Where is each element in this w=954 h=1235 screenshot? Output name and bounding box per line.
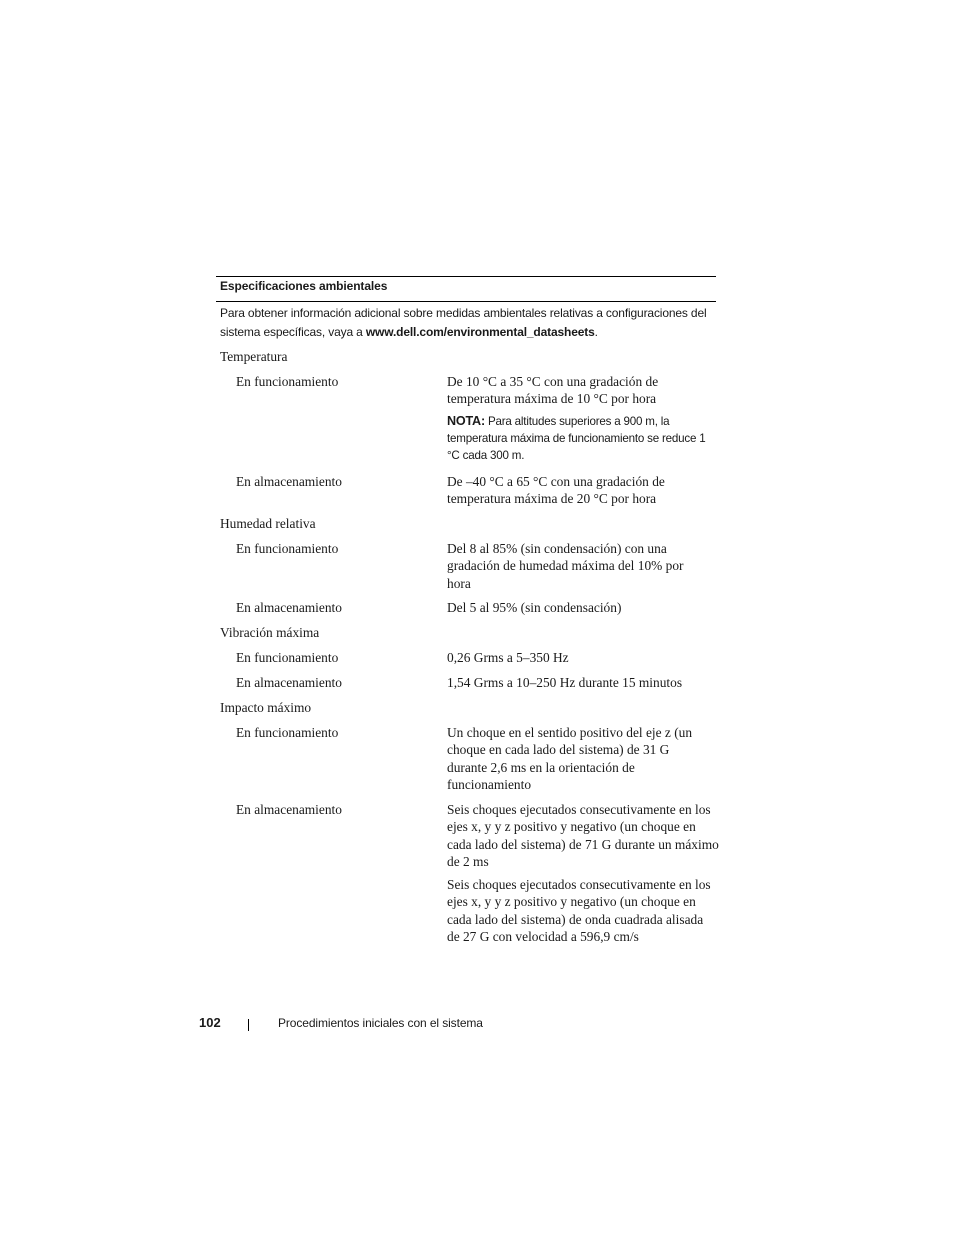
category-vibracion: Vibración máxima xyxy=(220,625,320,640)
intro-paragraph xyxy=(220,304,716,342)
humedad-alm-label: En almacenamiento xyxy=(236,600,342,615)
footer-separator xyxy=(248,1019,249,1031)
table-header-rule xyxy=(216,301,716,302)
impacto-alm-value-1: Seis choques ejecutados consecutivamente en los ejes x, y y z positivo y negativo (un choque en cada lado del sistema) de 71 G durante un máximo de 2 ms xyxy=(447,802,719,869)
temperatura-note xyxy=(447,413,717,464)
impacto-func-label: En funcionamiento xyxy=(236,725,339,740)
impacto-func-value: Un choque en el sentido positivo del eje z (un choque en cada lado del sistema) de 31 G durante 2,6 ms en la orientación de funcionamiento xyxy=(447,725,693,792)
vibracion-alm-label: En almacenamiento xyxy=(236,675,342,690)
temperatura-func-value: De 10 °C a 35 °C con una gradación de temperatura máxima de 10 °C por hora xyxy=(447,374,659,407)
temperatura-alm-label: En almacenamiento xyxy=(236,474,342,489)
humedad-alm-value: Del 5 al 95% (sin condensación) xyxy=(447,600,622,615)
intro-end: . xyxy=(594,325,598,339)
category-humedad: Humedad relativa xyxy=(220,516,316,531)
page-number: 102 xyxy=(199,1015,221,1030)
datasheets-link[interactable]: www.dell.com/environmental_datasheets xyxy=(365,325,595,339)
impacto-alm-value-2: Seis choques ejecutados consecutivamente en los ejes x, y y z positivo y negativo (un choque en cada lado del sistema) de onda cuadrada alisada de 27 G con velocidad a 596,9 cm/s xyxy=(447,877,711,944)
category-temperatura: Temperatura xyxy=(220,349,288,364)
humedad-func-value: Del 8 al 85% (sin condensación) con una gradación de humedad máxima del 10% por hora xyxy=(447,541,684,591)
category-impacto: Impacto máximo xyxy=(220,700,312,715)
note-label: NOTA: xyxy=(447,414,485,428)
table-top-rule xyxy=(216,276,716,277)
vibracion-func-label: En funcionamiento xyxy=(236,650,339,665)
humedad-func-label: En funcionamiento xyxy=(236,541,339,556)
temperatura-func-label: En funcionamiento xyxy=(236,374,339,389)
note-text: Para altitudes superiores a 900 m, la temperatura máxima de funcionamiento se reduce 1 °C cada 300 m. xyxy=(447,415,706,462)
table-title: Especificaciones ambientales xyxy=(220,279,388,293)
footer-section-title: Procedimientos iniciales con el sistema xyxy=(278,1016,483,1030)
temperatura-alm-value: De –40 °C a 65 °C con una gradación de temperatura máxima de 20 °C por hora xyxy=(447,474,665,507)
intro-text: Para obtener información adicional sobre medidas ambientales relativas a configuraciones del sistema específicas, vaya a xyxy=(220,306,707,339)
vibracion-func-value: 0,26 Grms a 5–350 Hz xyxy=(447,650,569,665)
vibracion-alm-value: 1,54 Grms a 10–250 Hz durante 15 minutos xyxy=(447,675,683,690)
impacto-alm-label: En almacenamiento xyxy=(236,802,342,817)
